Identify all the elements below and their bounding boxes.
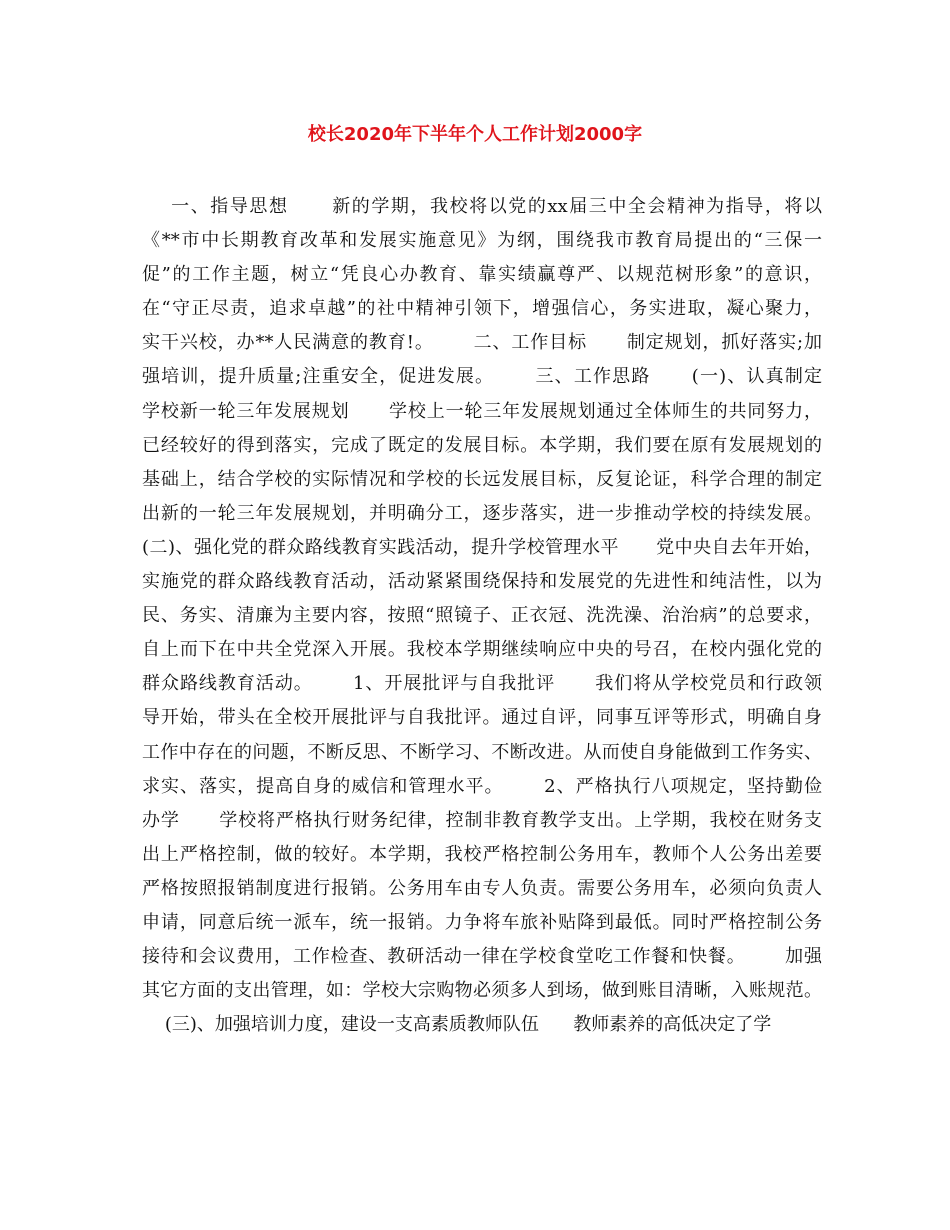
body-line: 求实、落实，提高自身的威信和管理水平。 2、严格执行八项规定，坚持勤俭 bbox=[142, 775, 822, 797]
body-line: (三)、加强培训力度，建设一支高素质教师队伍 教师素养的高低决定了学 bbox=[142, 1014, 772, 1036]
body-line: 导开始，带头在全校开展批评与自我批评。通过自评，同事互评等形式，明确自身 bbox=[142, 707, 822, 729]
body-line: (二)、强化党的群众路线教育实践活动，提升学校管理水平 党中央自去年开始， bbox=[142, 536, 822, 558]
body-line: 出新的一轮三年发展规划，并明确分工，逐步落实，进一步推动学校的持续发展。 bbox=[142, 502, 822, 524]
body-line: 《**市中长期教育改革和发展实施意见》为纲，围绕我市教育局提出的“三保一 bbox=[142, 230, 822, 252]
body-line: 申请，同意后统一派车，统一报销。力争将车旅补贴降到最低。同时严格控制公务 bbox=[142, 911, 822, 933]
body-line: 强培训，提升质量;注重安全，促进发展。 三、工作思路 (一)、认真制定 bbox=[142, 366, 822, 388]
body-line: 接待和会议费用，工作检查、教研活动一律在学校食堂吃工作餐和快餐。 加强 bbox=[142, 946, 822, 968]
body-line: 办学 学校将严格执行财务纪律，控制非教育教学支出。上学期，我校在财务支 bbox=[142, 809, 822, 831]
body-line: 严格按照报销制度进行报销。公务用车由专人负责。需要公务用车，必须向负责人 bbox=[142, 877, 822, 899]
body-line: 一、指导思想 新的学期，我校将以党的xx届三中全会精神为指导，将以 bbox=[142, 196, 822, 217]
body-line: 民、务实、清廉为主要内容，按照“照镜子、正衣冠、洗洗澡、治治病”的总要求， bbox=[142, 605, 822, 627]
body-line: 出上严格控制，做的较好。本学期，我校严格控制公务用车，教师个人公务出差要 bbox=[142, 843, 822, 865]
body-line: 其它方面的支出管理，如：学校大宗购物必须多人到场，做到账目清晰，入账规范。 bbox=[142, 980, 822, 1002]
document-body bbox=[142, 190, 822, 1042]
body-line: 工作中存在的问题，不断反思、不断学习、不断改进。从而使自身能做到工作务实、 bbox=[142, 741, 822, 763]
body-line: 在“守正尽责，追求卓越”的社中精神引领下，增强信心，务实进取，凝心聚力， bbox=[142, 298, 822, 320]
body-line: 群众路线教育活动。 1、开展批评与自我批评 我们将从学校党员和行政领 bbox=[142, 673, 822, 695]
body-line: 实干兴校，办**人民满意的教育!。 二、工作目标 制定规划，抓好落实;加 bbox=[142, 332, 822, 354]
body-line: 已经较好的得到落实，完成了既定的发展目标。本学期，我们要在原有发展规划的 bbox=[142, 434, 822, 456]
body-line: 实施党的群众路线教育活动，活动紧紧围绕保持和发展党的先进性和纯洁性，以为 bbox=[142, 571, 822, 593]
body-line: 学校新一轮三年发展规划 学校上一轮三年发展规划通过全体师生的共同努力， bbox=[142, 400, 822, 422]
document-title: 校长2020年下半年个人工作计划2000字 bbox=[307, 124, 643, 145]
body-line: 自上而下在中共全党深入开展。我校本学期继续响应中央的号召，在校内强化党的 bbox=[142, 639, 822, 661]
body-line: 基础上，结合学校的实际情况和学校的长远发展目标，反复论证，科学合理的制定 bbox=[142, 468, 822, 490]
body-line: 促”的工作主题，树立“凭良心办教育、靠实绩赢尊严、以规范树形象”的意识， bbox=[142, 264, 822, 286]
